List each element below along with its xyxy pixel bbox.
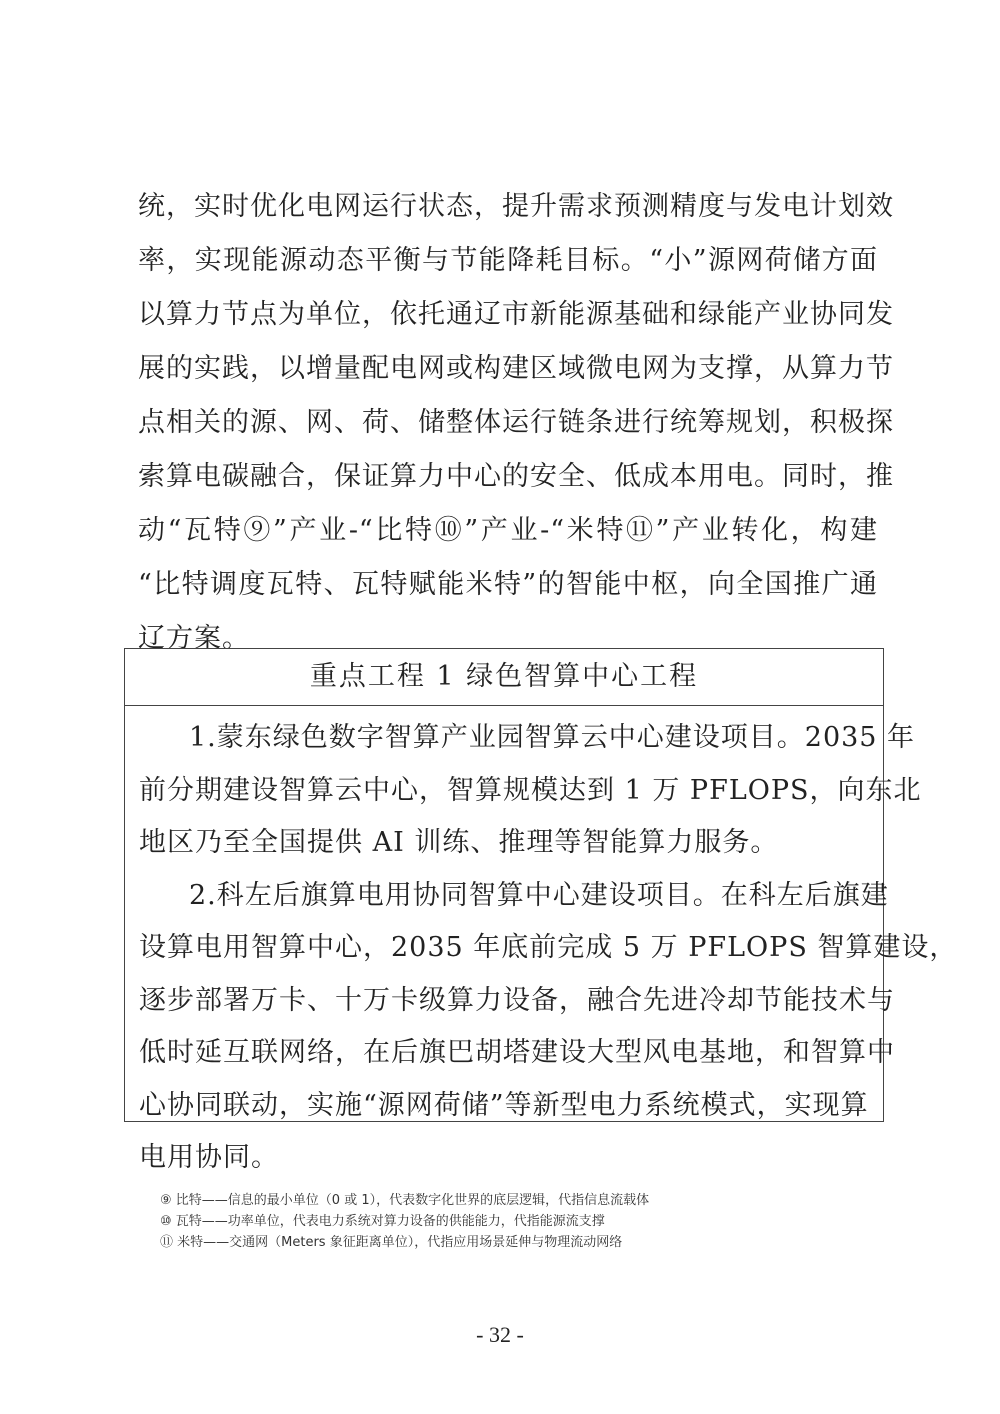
footnotes bbox=[160, 1190, 860, 1253]
body-paragraph bbox=[138, 180, 894, 666]
project-line: 2.科左后旗算电用协同智算中心建设项目。在科左后旗建 bbox=[189, 879, 889, 911]
body-line: 率，实现能源动态平衡与节能降耗目标。“小”源网荷储方面 bbox=[138, 245, 878, 276]
project-line: 设算电用智算中心，2035 年底前完成 5 万 PFLOPS 智算建设， bbox=[139, 932, 958, 963]
body-line: 展的实践，以增量配电网或构建区域微电网为支撑，从算力节 bbox=[138, 353, 894, 384]
body-line: 点相关的源、网、荷、储整体运行链条进行统筹规划，积极探 bbox=[138, 407, 894, 438]
body-line: 以算力节点为单位，依托通辽市新能源基础和绿能产业协同发 bbox=[138, 299, 894, 330]
key-project-content bbox=[125, 706, 958, 1185]
footnote-9: ⑨ 比特——信息的最小单位（0 或 1），代表数字化世界的底层逻辑，代指信息流载体 bbox=[160, 1193, 650, 1208]
footnote-10: ⑩ 瓦特——功率单位，代表电力系统对算力设备的供能能力，代指能源流支撑 bbox=[160, 1214, 605, 1229]
body-line: 辽方案。 bbox=[138, 623, 250, 654]
body-line: 统，实时优化电网运行状态，提升需求预测精度与发电计划效 bbox=[138, 191, 894, 222]
project-line: 电用协同。 bbox=[139, 1142, 279, 1173]
project-line: 1.蒙东绿色数字智算产业园智算云中心建设项目。2035 年 bbox=[189, 722, 916, 753]
project-line: 低时延互联网络，在后旗巴胡塔建设大型风电基地，和智算中 bbox=[139, 1037, 895, 1068]
project-line: 逐步部署万卡、十万卡级算力设备，融合先进冷却节能技术与 bbox=[139, 984, 895, 1016]
project-line: 心协同联动，实施“源网荷储”等新型电力系统模式，实现算 bbox=[139, 1089, 869, 1121]
key-project-title: 重点工程 1 绿色智算中心工程 bbox=[125, 649, 883, 706]
key-project-box bbox=[124, 648, 958, 1173]
body-line: “比特调度瓦特、瓦特赋能米特”的智能中枢，向全国推广通 bbox=[138, 569, 878, 600]
page-number: - 32 - bbox=[476, 1322, 524, 1347]
body-line: 索算电碳融合，保证算力中心的安全、低成本用电。同时，推 bbox=[138, 461, 894, 492]
project-line: 地区乃至全国提供 AI 训练、推理等智能算力服务。 bbox=[139, 827, 779, 858]
body-line: 动“瓦特⑨”产业-“比特⑩”产业-“米特⑪”产业转化，构建 bbox=[138, 515, 878, 546]
project-line: 前分期建设智算云中心，智算规模达到 1 万 PFLOPS，向东北 bbox=[139, 774, 922, 806]
footnote-11: ⑪ 米特——交通网（Meters 象征距离单位），代指应用场景延伸与物理流动网络 bbox=[160, 1235, 623, 1250]
